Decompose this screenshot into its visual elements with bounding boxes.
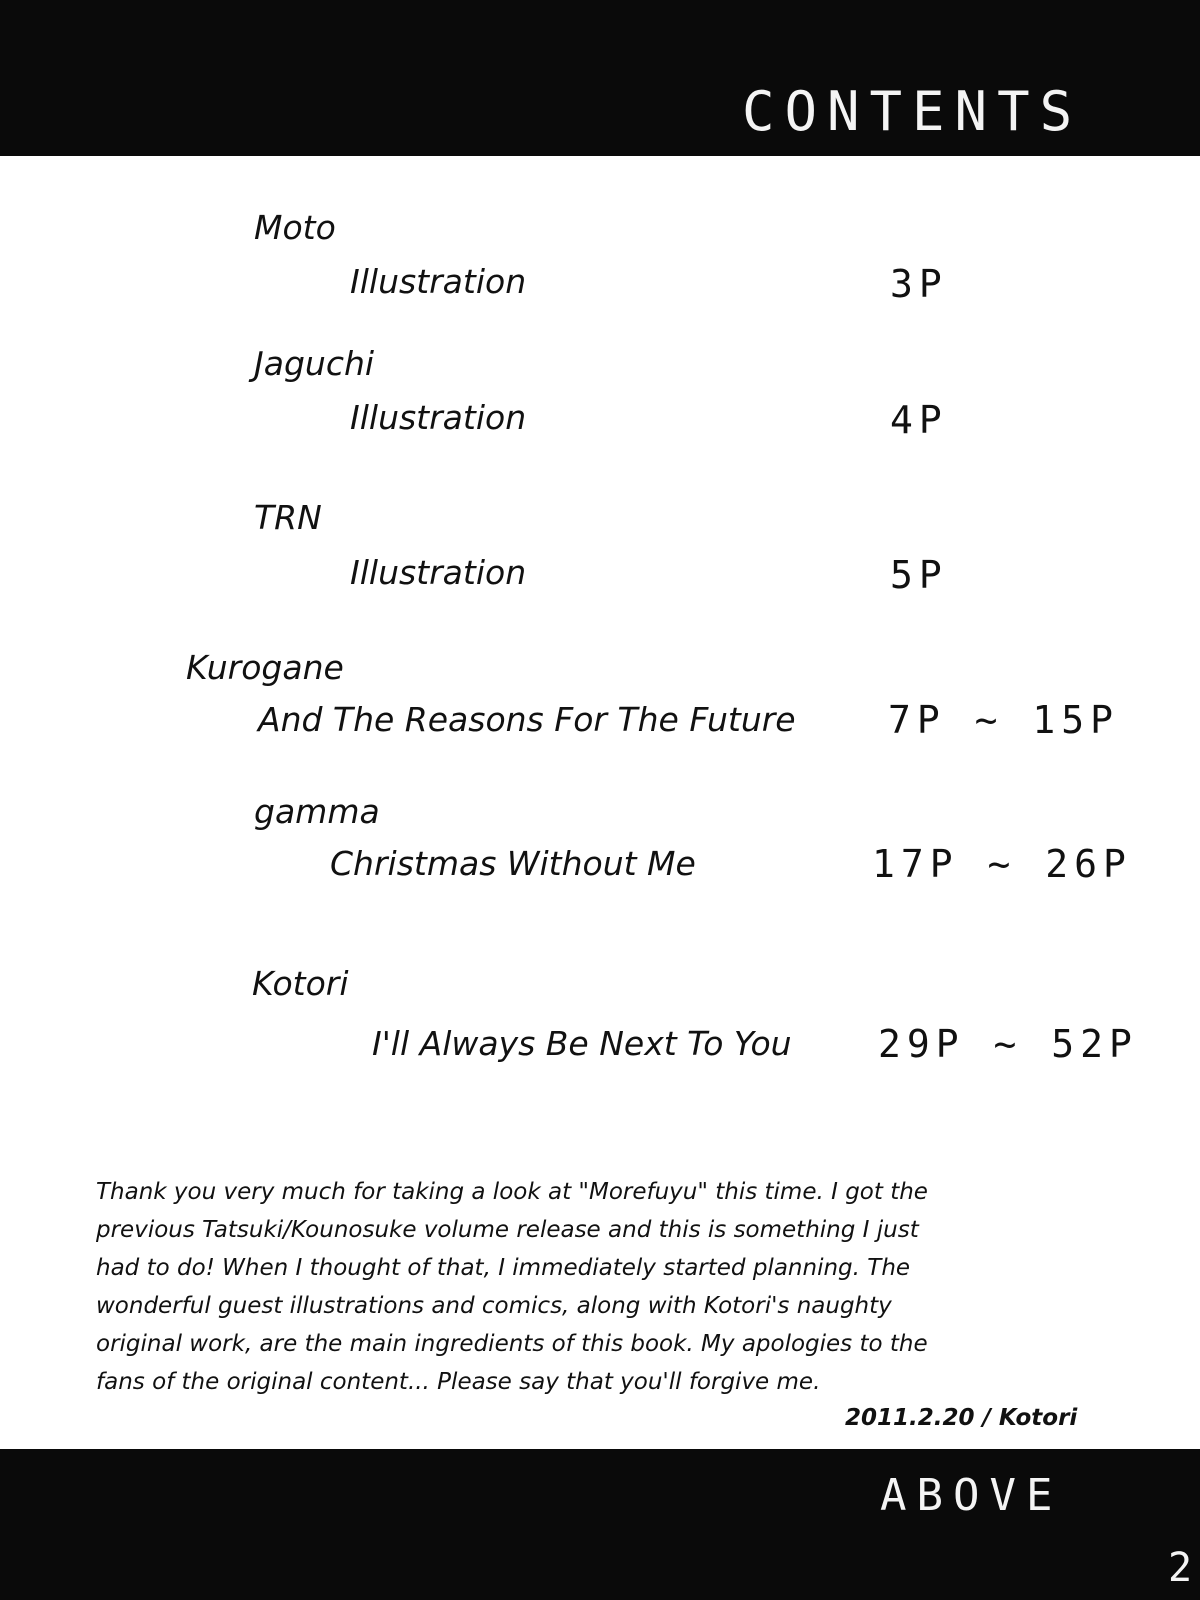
entry-pages: 17P ~ 26P [872, 842, 1132, 886]
entry-author: Kotori [252, 964, 349, 1003]
signature: 2011.2.20 / Kotori [845, 1405, 1078, 1431]
message-line: previous Tatsuki/Kounosuke volume release and this is something I just [96, 1217, 919, 1243]
entry-pages: 3P [890, 262, 948, 306]
message-line: Thank you very much for taking a look at "Morefuyu" this time. I got the [96, 1179, 928, 1205]
page-number: 2 [1168, 1545, 1193, 1591]
entry-pages: 4P [890, 398, 948, 442]
message-line: wonderful guest illustrations and comics, along with Kotori's naughty [96, 1293, 892, 1319]
entry-author: Kurogane [186, 648, 344, 687]
entry-title: I'll Always Be Next To You [372, 1024, 792, 1063]
entry-author: Moto [254, 208, 336, 247]
message-line: had to do! When I thought of that, I immediately started planning. The [96, 1255, 911, 1281]
entry-author: TRN [254, 498, 322, 537]
entry-title: Illustration [350, 553, 527, 592]
afterword-message [96, 1173, 1096, 1401]
entry-title: Illustration [350, 262, 527, 301]
entry-title: Christmas Without Me [330, 844, 696, 883]
message-line: fans of the original content... Please say that you'll forgive me. [96, 1369, 821, 1395]
entry-author: gamma [254, 792, 380, 831]
message-line: original work, are the main ingredients of this book. My apologies to the [96, 1331, 928, 1357]
entry-title: Illustration [350, 398, 527, 437]
page-title: CONTENTS [742, 80, 1083, 143]
entry-author: Jaguchi [254, 344, 375, 383]
footer-label: ABOVE [880, 1470, 1063, 1521]
entry-pages: 5P [890, 553, 948, 597]
entry-pages: 7P ~ 15P [888, 698, 1120, 742]
entry-pages: 29P ~ 52P [878, 1022, 1138, 1066]
entry-title: And The Reasons For The Future [258, 700, 796, 739]
